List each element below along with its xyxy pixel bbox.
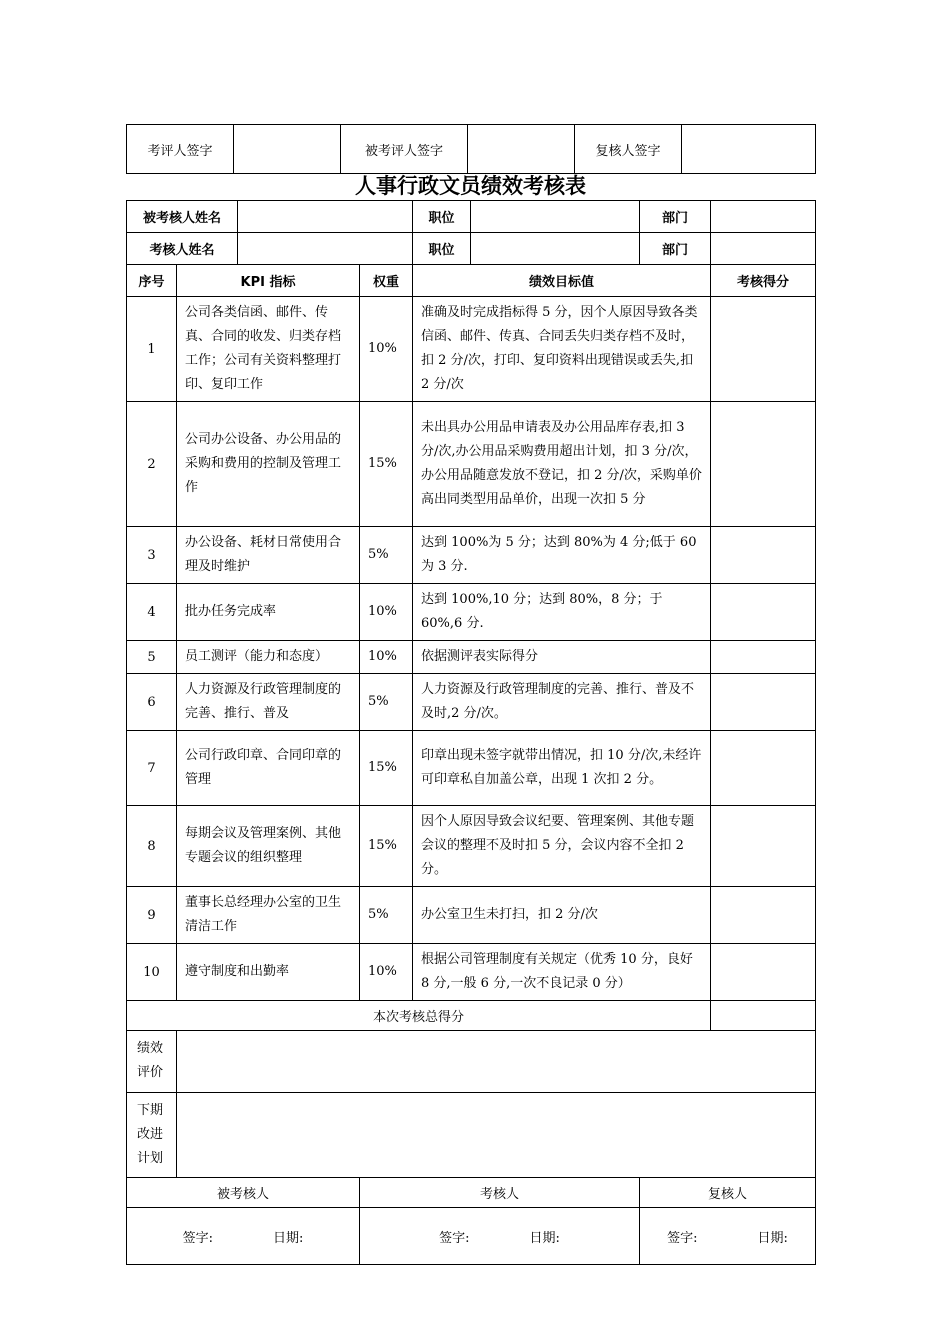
sign-label: 签字: — [667, 1230, 698, 1246]
top-signature-table — [126, 124, 816, 174]
page-title: 人事行政文员绩效考核表 — [355, 174, 586, 198]
table-row — [127, 584, 816, 641]
improvement-plan-row — [127, 1093, 816, 1178]
row-target: 印章出现未签字就带出情况，扣 10 分/次,未经许可印章私自加盖公章，出现 1 次扣 2 分。 — [413, 731, 711, 806]
row-weight: 10% — [360, 944, 413, 1001]
evaluatee-department-label: 部门 — [640, 201, 711, 233]
row-kpi: 每期会议及管理案例、其他专题会议的组织整理 — [177, 806, 360, 887]
row-score-field[interactable] — [711, 806, 816, 887]
row-score-field[interactable] — [711, 731, 816, 806]
header-score: 考核得分 — [711, 265, 816, 297]
row-kpi: 遵守制度和出勤率 — [177, 944, 360, 1001]
row-kpi: 公司行政印章、合同印章的管理 — [177, 731, 360, 806]
row-target: 因个人原因导致会议纪要、管理案例、其他专题会议的整理不及时扣 5 分，会议内容不全扣 2 分。 — [413, 806, 711, 887]
table-row — [127, 674, 816, 731]
row-score-field[interactable] — [711, 887, 816, 944]
bottom-roles-row — [127, 1178, 816, 1208]
row-kpi: 人力资源及行政管理制度的完善、推行、普及 — [177, 674, 360, 731]
row-kpi: 公司办公设备、办公用品的采购和费用的控制及管理工作 — [177, 402, 360, 527]
row-index: 4 — [127, 584, 177, 641]
evaluator-name-label: 考核人姓名 — [127, 233, 238, 265]
row-weight: 5% — [360, 887, 413, 944]
row-weight: 10% — [360, 297, 413, 402]
row-index: 1 — [127, 297, 177, 402]
reviewer-signature-label: 复核人签字 — [575, 125, 682, 174]
table-row — [127, 887, 816, 944]
evaluatee-signature-field[interactable] — [468, 125, 575, 174]
total-score-row — [127, 1001, 816, 1031]
evaluator-signature-field[interactable] — [234, 125, 341, 174]
reviewer-sign-date-cell[interactable] — [640, 1208, 816, 1265]
bottom-evaluator-label: 考核人 — [360, 1178, 640, 1208]
date-label: 日期: — [757, 1230, 788, 1246]
evaluatee-position-label: 职位 — [413, 201, 471, 233]
date-label: 日期: — [529, 1230, 560, 1246]
row-index: 5 — [127, 641, 177, 674]
sign-label: 签字: — [182, 1230, 213, 1246]
row-target: 人力资源及行政管理制度的完善、推行、普及不及时,2 分/次。 — [413, 674, 711, 731]
evaluator-info-row — [127, 233, 816, 265]
row-index: 10 — [127, 944, 177, 1001]
table-row — [127, 402, 816, 527]
table-header-row — [127, 265, 816, 297]
row-kpi: 董事长总经理办公室的卫生清洁工作 — [177, 887, 360, 944]
header-target: 绩效目标值 — [413, 265, 711, 297]
improvement-plan-field[interactable] — [177, 1093, 816, 1178]
header-weight: 权重 — [360, 265, 413, 297]
row-target: 依据测评表实际得分 — [413, 641, 711, 674]
table-row — [127, 806, 816, 887]
evaluator-sign-date-cell[interactable] — [360, 1208, 640, 1265]
header-kpi: KPI 指标 — [177, 265, 360, 297]
evaluation-label: 绩效 评价 — [127, 1031, 177, 1093]
total-score-field[interactable] — [711, 1001, 816, 1031]
evaluatee-signature-label: 被考评人签字 — [341, 125, 468, 174]
evaluatee-department-field[interactable] — [711, 201, 816, 233]
assessment-table — [126, 200, 816, 1265]
table-row — [127, 641, 816, 674]
date-label: 日期: — [273, 1230, 304, 1246]
row-target: 办公室卫生未打扫，扣 2 分/次 — [413, 887, 711, 944]
table-row — [127, 297, 816, 402]
row-index: 2 — [127, 402, 177, 527]
table-row — [127, 731, 816, 806]
evaluation-field[interactable] — [177, 1031, 816, 1093]
row-index: 8 — [127, 806, 177, 887]
evaluator-position-field[interactable] — [471, 233, 640, 265]
evaluatee-position-field[interactable] — [471, 201, 640, 233]
row-target: 达到 100%为 5 分；达到 80%为 4 分;低于 60 为 3 分. — [413, 527, 711, 584]
evaluator-signature-label: 考评人签字 — [127, 125, 234, 174]
row-target: 根据公司管理制度有关规定（优秀 10 分，良好 8 分,一般 6 分,一次不良记录 0 分） — [413, 944, 711, 1001]
row-kpi: 办公设备、耗材日常使用合理及时维护 — [177, 527, 360, 584]
row-score-field[interactable] — [711, 527, 816, 584]
row-weight: 10% — [360, 641, 413, 674]
evaluatee-name-field[interactable] — [238, 201, 413, 233]
row-weight: 15% — [360, 402, 413, 527]
bottom-reviewer-label: 复核人 — [640, 1178, 816, 1208]
row-index: 7 — [127, 731, 177, 806]
row-score-field[interactable] — [711, 641, 816, 674]
row-target: 达到 100%,10 分；达到 80%，8 分；于 60%,6 分. — [413, 584, 711, 641]
evaluatee-info-row — [127, 201, 816, 233]
row-kpi: 批办任务完成率 — [177, 584, 360, 641]
evaluator-department-label: 部门 — [640, 233, 711, 265]
evaluatee-name-label: 被考核人姓名 — [127, 201, 238, 233]
evaluator-name-field[interactable] — [238, 233, 413, 265]
improvement-plan-label: 下期 改进 计划 — [127, 1093, 177, 1178]
evaluation-row — [127, 1031, 816, 1093]
total-score-label: 本次考核总得分 — [127, 1001, 711, 1031]
row-weight: 15% — [360, 806, 413, 887]
reviewer-signature-field[interactable] — [682, 125, 816, 174]
evaluator-department-field[interactable] — [711, 233, 816, 265]
row-weight: 5% — [360, 527, 413, 584]
evaluator-position-label: 职位 — [413, 233, 471, 265]
sign-label: 签字: — [439, 1230, 470, 1246]
row-index: 6 — [127, 674, 177, 731]
row-score-field[interactable] — [711, 297, 816, 402]
row-weight: 5% — [360, 674, 413, 731]
row-score-field[interactable] — [711, 674, 816, 731]
row-target: 未出具办公用品申请表及办公用品库存表,扣 3 分/次,办公用品采购费用超出计划，扣 3 分/次，办公用品随意发放不登记，扣 2 分/次，采购单价高出同类型用品单价，出现一次扣 5 分 — [413, 402, 711, 527]
table-row — [127, 527, 816, 584]
row-kpi: 公司各类信函、邮件、传真、合同的收发、归类存档工作；公司有关资料整理打印、复印工作 — [177, 297, 360, 402]
row-target: 准确及时完成指标得 5 分，因个人原因导致各类信函、邮件、传真、合同丢失归类存档不及时，扣 2 分/次，打印、复印资料出现错误或丢失,扣 2 分/次 — [413, 297, 711, 402]
evaluatee-sign-date-cell[interactable] — [127, 1208, 360, 1265]
bottom-sign-row — [127, 1208, 816, 1265]
row-index: 9 — [127, 887, 177, 944]
row-weight: 15% — [360, 731, 413, 806]
row-index: 3 — [127, 527, 177, 584]
row-kpi: 员工测评（能力和态度） — [177, 641, 360, 674]
table-row — [127, 944, 816, 1001]
bottom-evaluatee-label: 被考核人 — [127, 1178, 360, 1208]
row-weight: 10% — [360, 584, 413, 641]
header-index: 序号 — [127, 265, 177, 297]
row-score-field[interactable] — [711, 584, 816, 641]
row-score-field[interactable] — [711, 402, 816, 527]
row-score-field[interactable] — [711, 944, 816, 1001]
